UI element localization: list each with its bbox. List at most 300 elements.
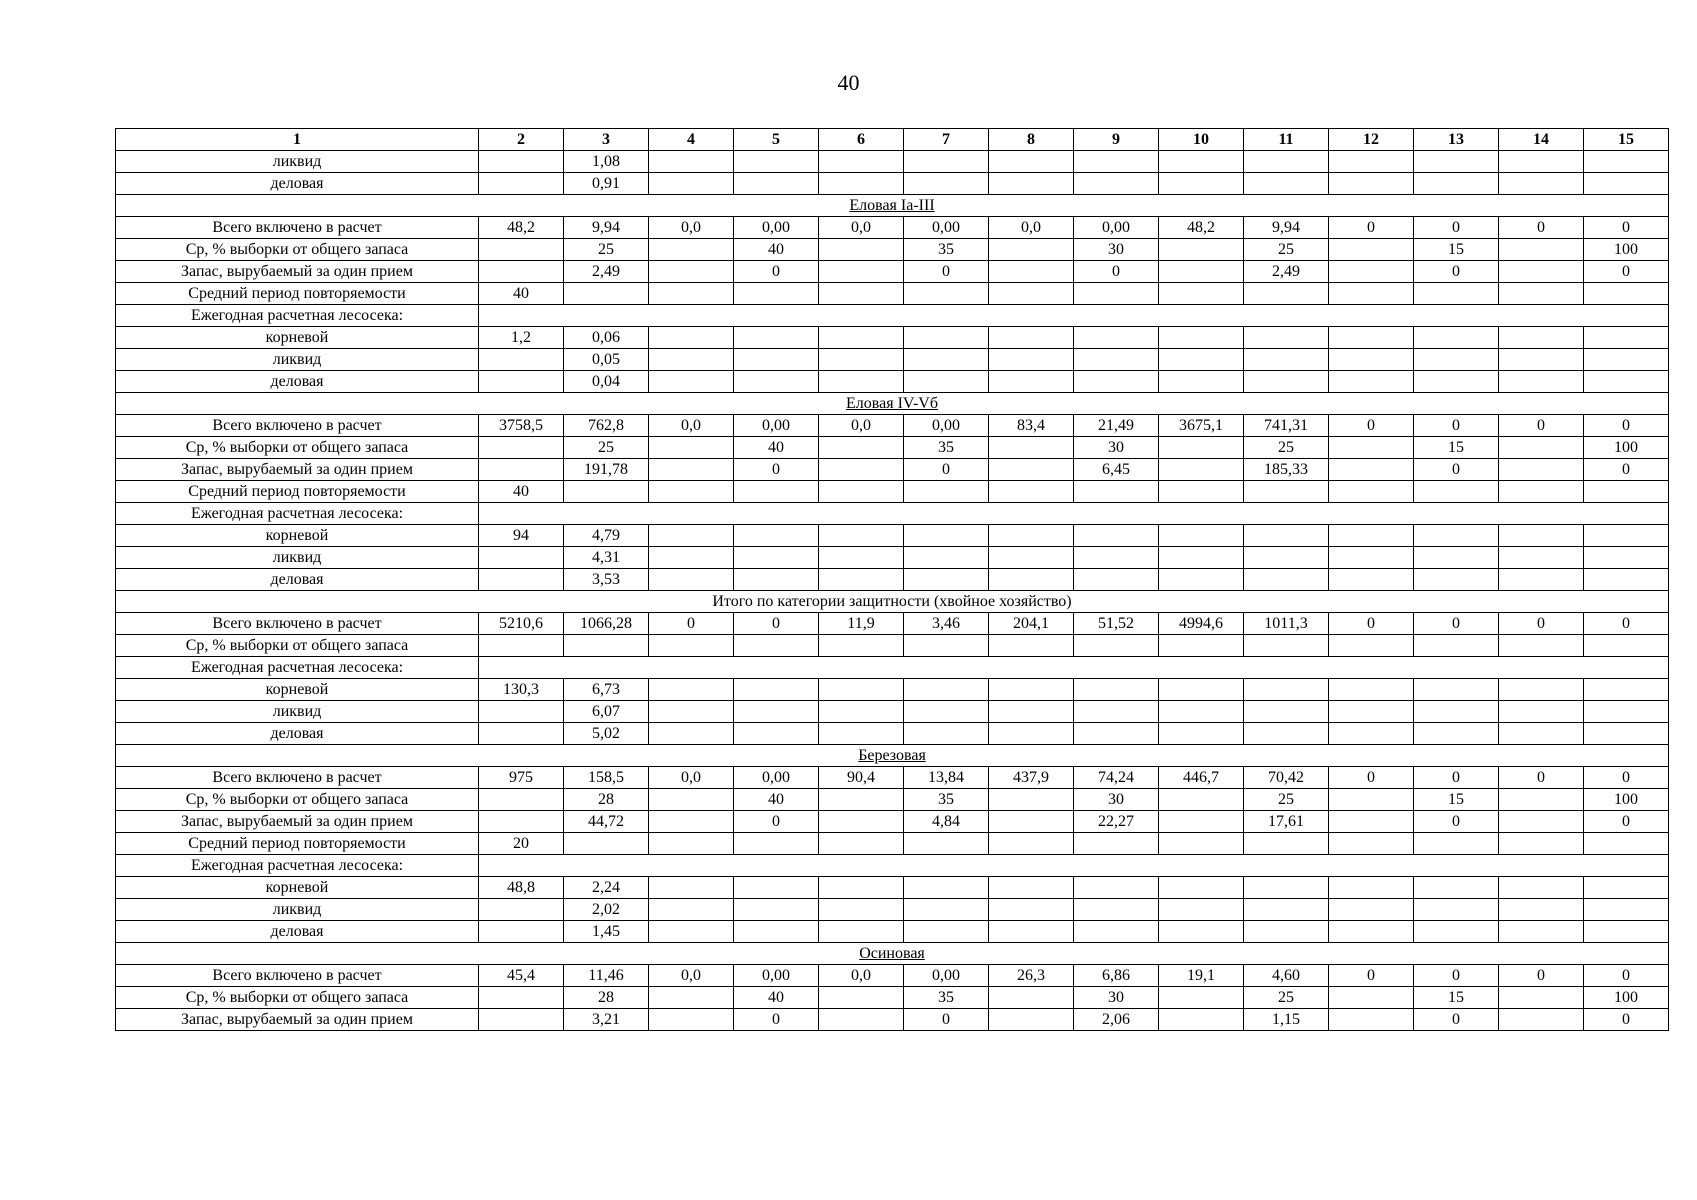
table-cell — [1414, 635, 1499, 657]
table-cell — [1159, 1009, 1244, 1031]
table-row — [116, 569, 1669, 591]
table-cell: 2,06 — [1074, 1009, 1159, 1031]
table-cell: 15 — [1414, 987, 1499, 1009]
table-cell — [1499, 921, 1584, 943]
table-cell: 4,84 — [904, 811, 989, 833]
table-cell — [1499, 437, 1584, 459]
table-cell — [1159, 327, 1244, 349]
table-cell: 100 — [1584, 789, 1669, 811]
table-cell — [734, 327, 819, 349]
table-cell — [1159, 547, 1244, 569]
table-cell: 1,45 — [564, 921, 649, 943]
table-cell — [1159, 481, 1244, 503]
row-label: Всего включено в расчет — [116, 965, 479, 987]
table-cell — [1414, 525, 1499, 547]
table-row — [116, 239, 1669, 261]
row-label: деловая — [116, 569, 479, 591]
row-label: деловая — [116, 173, 479, 195]
table-cell — [1499, 811, 1584, 833]
table-cell — [734, 569, 819, 591]
table-row — [116, 437, 1669, 459]
section-header-row — [116, 393, 1669, 415]
table-cell: 0,0 — [819, 217, 904, 239]
row-label: Всего включено в расчет — [116, 415, 479, 437]
table-cell — [1244, 525, 1329, 547]
table-cell: 6,73 — [564, 679, 649, 701]
table-cell — [479, 635, 564, 657]
table-cell: 40 — [734, 437, 819, 459]
table-cell — [734, 481, 819, 503]
table-cell: 0,05 — [564, 349, 649, 371]
table-body — [116, 129, 1669, 1031]
table-row — [116, 371, 1669, 393]
table-cell — [1159, 679, 1244, 701]
table-cell — [1159, 525, 1244, 547]
table-cell — [734, 679, 819, 701]
table-cell: 0,00 — [904, 217, 989, 239]
table-cell — [989, 437, 1074, 459]
table-cell: 0 — [1414, 811, 1499, 833]
table-cell — [1584, 723, 1669, 745]
table-cell — [649, 811, 734, 833]
table-cell — [479, 371, 564, 393]
table-cell — [649, 877, 734, 899]
table-cell: 0 — [1329, 965, 1414, 987]
row-label: Запас, вырубаемый за один прием — [116, 1009, 479, 1031]
table-cell — [904, 833, 989, 855]
table-cell — [989, 283, 1074, 305]
table-cell: 0 — [1584, 459, 1669, 481]
table-cell — [989, 371, 1074, 393]
row-label: корневой — [116, 327, 479, 349]
table-cell: 0,0 — [649, 965, 734, 987]
table-cell — [1499, 877, 1584, 899]
table-row — [116, 899, 1669, 921]
table-cell — [1329, 525, 1414, 547]
row-label: Ср, % выборки от общего запаса — [116, 437, 479, 459]
row-label: Ежегодная расчетная лесосека: — [116, 657, 479, 679]
table-cell — [819, 327, 904, 349]
column-header: 3 — [564, 129, 649, 151]
table-row — [116, 987, 1669, 1009]
table-cell — [1244, 679, 1329, 701]
table-cell — [1414, 151, 1499, 173]
table-cell — [1414, 899, 1499, 921]
row-label: ликвид — [116, 701, 479, 723]
table-cell — [1074, 877, 1159, 899]
table-cell — [1414, 481, 1499, 503]
table-row — [116, 723, 1669, 745]
table-cell: 0 — [1584, 415, 1669, 437]
table-cell — [1499, 569, 1584, 591]
table-cell: 2,02 — [564, 899, 649, 921]
table-cell — [1584, 679, 1669, 701]
table-cell — [989, 679, 1074, 701]
table-cell — [1414, 283, 1499, 305]
table-cell — [564, 833, 649, 855]
section-header-row — [116, 745, 1669, 767]
table-cell: 0 — [734, 459, 819, 481]
table-cell: 0,0 — [649, 217, 734, 239]
section-title — [116, 393, 1669, 415]
table-cell — [1584, 921, 1669, 943]
table-cell — [1499, 371, 1584, 393]
table-cell — [479, 349, 564, 371]
table-row — [116, 789, 1669, 811]
row-label: деловая — [116, 921, 479, 943]
column-header: 1 — [116, 129, 479, 151]
table-cell — [1074, 151, 1159, 173]
table-cell — [479, 261, 564, 283]
table-cell: 25 — [564, 239, 649, 261]
table-row — [116, 151, 1669, 173]
table-cell: 20 — [479, 833, 564, 855]
table-cell: 35 — [904, 437, 989, 459]
table-cell — [819, 349, 904, 371]
table-cell — [1329, 635, 1414, 657]
table-cell: 100 — [1584, 987, 1669, 1009]
table-cell: 0,00 — [734, 767, 819, 789]
table-cell — [1159, 789, 1244, 811]
table-cell: 3,21 — [564, 1009, 649, 1031]
table-cell — [1499, 833, 1584, 855]
table-cell: 0 — [734, 1009, 819, 1031]
table-cell — [1329, 1009, 1414, 1031]
table-cell: 0,00 — [904, 415, 989, 437]
table-cell: 15 — [1414, 239, 1499, 261]
table-cell — [1584, 899, 1669, 921]
table-cell — [1074, 921, 1159, 943]
table-cell: 28 — [564, 789, 649, 811]
table-cell — [1329, 679, 1414, 701]
table-cell: 0 — [1074, 261, 1159, 283]
row-label: Ср, % выборки от общего запаса — [116, 635, 479, 657]
table-cell: 2,49 — [564, 261, 649, 283]
table-cell — [1499, 679, 1584, 701]
table-cell — [989, 261, 1074, 283]
table-cell — [1414, 679, 1499, 701]
table-cell: 28 — [564, 987, 649, 1009]
table-row — [116, 283, 1669, 305]
table-cell — [1499, 283, 1584, 305]
table-cell: 0 — [734, 261, 819, 283]
table-cell — [989, 789, 1074, 811]
table-cell — [1499, 987, 1584, 1009]
table-cell — [1584, 525, 1669, 547]
row-label: Средний период повторяемости — [116, 481, 479, 503]
table-cell: 48,8 — [479, 877, 564, 899]
table-cell — [1159, 173, 1244, 195]
table-cell — [1329, 833, 1414, 855]
table-cell — [1244, 173, 1329, 195]
table-cell — [1159, 921, 1244, 943]
section-header-row — [116, 195, 1669, 217]
table-cell — [649, 833, 734, 855]
table-cell — [649, 987, 734, 1009]
column-header: 4 — [649, 129, 734, 151]
table-cell: 40 — [479, 283, 564, 305]
table-cell — [1329, 569, 1414, 591]
row-label: ликвид — [116, 349, 479, 371]
table-cell — [1499, 899, 1584, 921]
table-cell: 0 — [1499, 767, 1584, 789]
table-cell — [1414, 723, 1499, 745]
table-cell — [819, 987, 904, 1009]
table-cell — [734, 921, 819, 943]
table-cell — [989, 151, 1074, 173]
table-cell — [1414, 877, 1499, 899]
table-cell — [649, 371, 734, 393]
table-cell: 191,78 — [564, 459, 649, 481]
row-label: ликвид — [116, 547, 479, 569]
table-cell — [479, 1009, 564, 1031]
table-row — [116, 877, 1669, 899]
table-cell — [479, 569, 564, 591]
table-row — [116, 415, 1669, 437]
table-cell: 48,2 — [1159, 217, 1244, 239]
table-cell — [904, 547, 989, 569]
table-row — [116, 811, 1669, 833]
table-cell: 45,4 — [479, 965, 564, 987]
table-cell — [1074, 723, 1159, 745]
table-cell: 0 — [1499, 965, 1584, 987]
row-label: Всего включено в расчет — [116, 613, 479, 635]
table-cell — [1074, 283, 1159, 305]
table-cell — [1499, 481, 1584, 503]
row-label: деловая — [116, 723, 479, 745]
row-label: Ежегодная расчетная лесосека: — [116, 305, 479, 327]
row-label: Средний период повторяемости — [116, 283, 479, 305]
table-cell — [989, 1009, 1074, 1031]
table-cell — [1159, 833, 1244, 855]
table-cell: 185,33 — [1244, 459, 1329, 481]
table-cell — [479, 811, 564, 833]
table-cell: 204,1 — [989, 613, 1074, 635]
table-cell — [1499, 635, 1584, 657]
table-cell: 6,45 — [1074, 459, 1159, 481]
table-cell — [1499, 525, 1584, 547]
table-cell — [989, 899, 1074, 921]
table-cell — [479, 437, 564, 459]
table-cell — [1499, 701, 1584, 723]
table-cell: 25 — [564, 437, 649, 459]
table-cell — [904, 371, 989, 393]
table-cell — [1159, 811, 1244, 833]
table-cell: 0 — [904, 459, 989, 481]
table-cell — [649, 327, 734, 349]
table-row — [116, 613, 1669, 635]
row-label: Запас, вырубаемый за один прием — [116, 459, 479, 481]
table-cell: 0,00 — [734, 415, 819, 437]
table-cell: 17,61 — [1244, 811, 1329, 833]
table-cell — [904, 525, 989, 547]
table-cell — [1074, 569, 1159, 591]
table-cell — [819, 261, 904, 283]
table-cell — [1159, 283, 1244, 305]
table-cell — [1584, 547, 1669, 569]
table-cell — [1074, 173, 1159, 195]
table-cell: 0 — [1499, 613, 1584, 635]
table-cell — [479, 789, 564, 811]
table-cell — [649, 635, 734, 657]
table-cell — [1244, 283, 1329, 305]
row-label: деловая — [116, 371, 479, 393]
table-cell: 0 — [1584, 613, 1669, 635]
table-cell — [989, 239, 1074, 261]
table-cell — [649, 547, 734, 569]
table-cell: 83,4 — [989, 415, 1074, 437]
table-cell — [1329, 173, 1414, 195]
table-cell — [1329, 987, 1414, 1009]
table-row — [116, 525, 1669, 547]
table-cell: 48,2 — [479, 217, 564, 239]
table-cell — [1584, 635, 1669, 657]
table-cell: 0,91 — [564, 173, 649, 195]
table-cell — [819, 701, 904, 723]
table-cell: 40 — [734, 789, 819, 811]
row-label: Ежегодная расчетная лесосека: — [116, 855, 479, 877]
table-cell — [1159, 723, 1244, 745]
table-cell — [904, 569, 989, 591]
table-cell — [1074, 701, 1159, 723]
table-cell: 25 — [1244, 437, 1329, 459]
table-cell — [1499, 173, 1584, 195]
table-cell — [479, 305, 1669, 327]
table-cell: 0,0 — [649, 415, 734, 437]
table-cell — [1499, 723, 1584, 745]
table-cell — [1414, 349, 1499, 371]
table-cell — [734, 349, 819, 371]
table-cell: 44,72 — [564, 811, 649, 833]
column-header: 7 — [904, 129, 989, 151]
table-cell — [1499, 547, 1584, 569]
table-cell — [1159, 349, 1244, 371]
table-cell — [564, 283, 649, 305]
table-cell — [904, 723, 989, 745]
table-cell — [1244, 569, 1329, 591]
table-cell: 0,0 — [819, 965, 904, 987]
table-cell: 13,84 — [904, 767, 989, 789]
table-cell — [1329, 811, 1414, 833]
table-cell: 0 — [1329, 613, 1414, 635]
table-cell — [734, 635, 819, 657]
table-cell: 15 — [1414, 437, 1499, 459]
section-title-text: Осиновая — [859, 944, 925, 962]
row-label: Ср, % выборки от общего запаса — [116, 987, 479, 1009]
section-title — [116, 591, 1669, 613]
table-cell — [1414, 173, 1499, 195]
table-cell: 0 — [1584, 965, 1669, 987]
table-cell — [1159, 569, 1244, 591]
table-cell — [1159, 899, 1244, 921]
table-cell — [904, 701, 989, 723]
table-cell — [1074, 525, 1159, 547]
table-cell — [819, 833, 904, 855]
table-row — [116, 635, 1669, 657]
table-cell: 0 — [1329, 415, 1414, 437]
table-cell — [904, 327, 989, 349]
table-cell — [479, 855, 1669, 877]
table-row — [116, 701, 1669, 723]
table-cell: 0 — [1499, 415, 1584, 437]
table-cell — [819, 239, 904, 261]
row-label: корневой — [116, 679, 479, 701]
table-row — [116, 921, 1669, 943]
table-cell — [649, 899, 734, 921]
table-cell — [1329, 547, 1414, 569]
table-cell — [819, 635, 904, 657]
table-cell: 0 — [1329, 217, 1414, 239]
table-cell — [1244, 151, 1329, 173]
table-cell — [989, 987, 1074, 1009]
table-cell — [479, 987, 564, 1009]
table-cell: 0,06 — [564, 327, 649, 349]
table-cell — [1414, 327, 1499, 349]
table-cell — [989, 327, 1074, 349]
page-number: 40 — [837, 70, 860, 95]
table-row — [116, 305, 1669, 327]
table-cell — [649, 569, 734, 591]
table-cell — [1499, 789, 1584, 811]
table-cell — [734, 723, 819, 745]
table-cell: 0 — [1584, 1009, 1669, 1031]
table-cell — [479, 899, 564, 921]
table-cell — [1074, 635, 1159, 657]
table-row — [116, 503, 1669, 525]
table-cell: 0 — [1499, 217, 1584, 239]
table-cell — [819, 899, 904, 921]
table-cell — [1329, 877, 1414, 899]
table-cell — [1584, 349, 1669, 371]
table-cell — [819, 789, 904, 811]
table-cell — [1329, 899, 1414, 921]
table-cell — [734, 525, 819, 547]
table-cell — [1329, 459, 1414, 481]
table-cell: 4,60 — [1244, 965, 1329, 987]
table-cell — [734, 173, 819, 195]
table-cell: 0 — [649, 613, 734, 635]
table-cell — [1074, 899, 1159, 921]
table-cell — [819, 525, 904, 547]
table-cell — [1329, 151, 1414, 173]
section-header-row — [116, 591, 1669, 613]
forest-table — [115, 128, 1669, 1031]
table-cell: 51,52 — [1074, 613, 1159, 635]
section-title — [116, 745, 1669, 767]
table-cell — [649, 1009, 734, 1031]
table-cell — [1244, 547, 1329, 569]
table-cell: 0 — [1414, 965, 1499, 987]
table-cell — [1159, 151, 1244, 173]
table-cell: 0,0 — [819, 415, 904, 437]
table-cell: 975 — [479, 767, 564, 789]
table-cell — [1584, 283, 1669, 305]
table-cell: 0 — [1414, 1009, 1499, 1031]
table-cell — [819, 173, 904, 195]
table-cell — [649, 723, 734, 745]
table-cell — [1159, 371, 1244, 393]
table-cell — [989, 547, 1074, 569]
column-header: 11 — [1244, 129, 1329, 151]
table-cell: 0 — [734, 613, 819, 635]
table-cell: 22,27 — [1074, 811, 1159, 833]
table-cell: 0,00 — [734, 965, 819, 987]
table-cell: 25 — [1244, 789, 1329, 811]
table-cell — [649, 283, 734, 305]
table-cell — [1584, 481, 1669, 503]
table-cell: 437,9 — [989, 767, 1074, 789]
table-cell — [989, 811, 1074, 833]
